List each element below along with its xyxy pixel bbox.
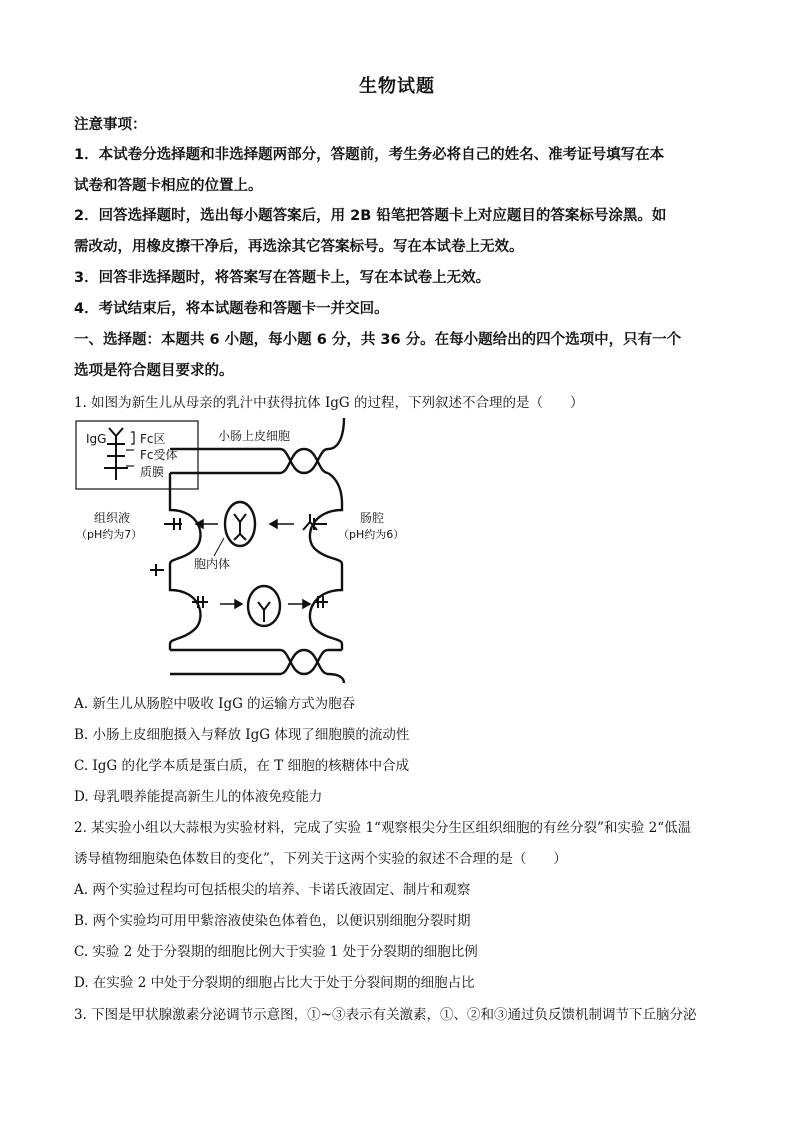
igg-transport-figure [74,418,405,683]
q1-option-d: D. 母乳喂养能提高新生儿的体液免疫能力 [74,789,323,805]
lumen-ph-label: （pH约为6） [338,528,405,541]
lumen-label: 肠腔 [360,511,385,525]
notice-line: 3．回答非选择题时，将答案写在答题卡上，写在本试卷上无效。 [74,270,491,286]
fc-region-label: Fc区 [140,432,166,446]
fc-receptor-label: Fc受体 [140,448,178,462]
question-2-stem-cont: 诱导植物细胞染色体数目的变化”，下列关于这两个实验的叙述不合理的是（ ） [74,851,567,867]
q2-option-d: D. 在实验 2 中处于分裂期的细胞占比大于处于分裂间期的细胞占比 [74,975,475,991]
section-heading: 一、选择题：本题共 6 小题，每小题 6 分，共 36 分。在每小题给出的四个选项中，只有一个 [74,332,682,348]
cell-label: 小肠上皮细胞 [218,429,291,443]
notice-line: 2．回答选择题时，选出每小题答案后，用 2B 铅笔把答题卡上对应题目的答案标号涂黑。如 [74,208,667,224]
page-title: 生物试题 [359,76,435,97]
q2-option-c: C. 实验 2 处于分裂期的细胞比例大于实验 1 处于分裂期的细胞比例 [74,944,478,960]
tissue-ph-label: （pH约为7） [76,528,143,541]
question-3-stem: 3. 下图是甲状腺激素分泌调节示意图，①~③表示有关激素，①、②和③通过负反馈机制调节下丘脑分泌 [74,1007,697,1023]
membrane-label: 质膜 [140,465,165,479]
endosome-label: 胞内体 [194,557,231,571]
section-heading-cont: 选项是符合题目要求的。 [74,363,234,379]
notice-line: 试卷和答题卡相应的位置上。 [74,178,263,194]
notice-line: 需改动，用橡皮擦干净后，再选涂其它答案标号。写在本试卷上无效。 [74,239,524,255]
notice-line: 1．本试卷分选择题和非选择题两部分，答题前，考生务必将自己的姓名、准考证号填写在本 [74,147,665,163]
q2-option-b: B. 两个实验均可用甲紫溶液使染色体着色，以便识别细胞分裂时期 [74,913,471,929]
igg-label: IgG [86,432,107,446]
q2-option-a: A. 两个实验过程均可包括根尖的培养、卡诺氏液固定、制片和观察 [74,882,471,898]
q1-option-c: C. IgG 的化学本质是蛋白质，在 T 细胞的核糖体中合成 [74,758,410,774]
question-2-stem: 2. 某实验小组以大蒜根为实验材料，完成了实验 1“观察根尖分生区组织细胞的有丝分裂”和实验 2“低温 [74,820,692,836]
q1-option-b: B. 小肠上皮细胞摄入与释放 IgG 体现了细胞膜的流动性 [74,727,410,743]
question-1-stem: 1. 如图为新生儿从母亲的乳汁中获得抗体 IgG 的过程，下列叙述不合理的是（ ） [74,395,584,411]
notice-heading: 注意事项： [74,117,147,133]
notice-line: 4．考试结束后，将本试题卷和答题卡一并交回。 [74,301,389,317]
q1-option-a: A. 新生儿从肠腔中吸收 IgG 的运输方式为胞吞 [74,696,356,712]
tissue-fluid-label: 组织液 [94,511,131,525]
